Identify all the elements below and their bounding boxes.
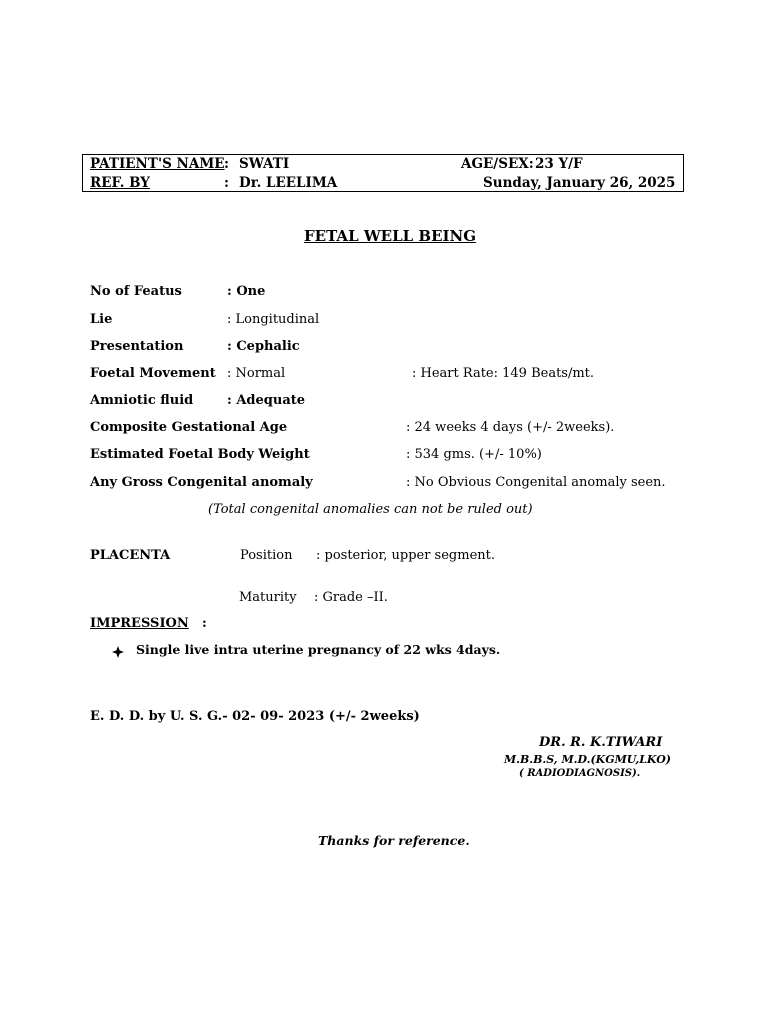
gestational-age-label: Composite Gestational Age bbox=[90, 420, 288, 435]
gestational-age-value: : 24 weeks 4 days (+/- 2weeks). bbox=[406, 420, 615, 435]
edd-line: E. D. D. by U. S. G.- 02- 09- 2023 (+/- 2weeks) bbox=[90, 709, 420, 724]
patient-name-label: PATIENT'S NAME bbox=[90, 156, 225, 172]
congenital-anomaly-note: (Total congenital anomalies can not be ruled out) bbox=[208, 502, 533, 517]
body-weight-value: : 534 gms. (+/- 10%) bbox=[406, 447, 542, 462]
doctor-specialty: ( RADIODIAGNOSIS). bbox=[519, 768, 641, 779]
referred-by-separator: : bbox=[224, 175, 229, 191]
presentation-label: Presentation bbox=[90, 339, 184, 354]
doctor-name: DR. R. K.TIWARI bbox=[539, 735, 663, 750]
placenta-label: PLACENTA bbox=[90, 548, 171, 563]
impression-separator: : bbox=[202, 616, 207, 631]
age-sex-label: AGE/SEX: bbox=[461, 156, 534, 172]
diamond-bullet-icon bbox=[112, 643, 124, 662]
heart-rate: : Heart Rate: 149 Beats/mt. bbox=[412, 366, 595, 381]
patient-name-value: SWATI bbox=[239, 156, 290, 172]
impression-label: IMPRESSION bbox=[90, 616, 189, 631]
placenta-maturity-value: : Grade –II. bbox=[314, 590, 388, 605]
doctor-qualification: M.B.B.S, M.D.(KGMU,LKO) bbox=[504, 753, 671, 766]
presentation-value: : Cephalic bbox=[227, 339, 300, 354]
referred-by-label: REF. BY bbox=[90, 175, 150, 191]
congenital-anomaly-label: Any Gross Congenital anomaly bbox=[90, 475, 313, 490]
patient-name-separator: : bbox=[224, 156, 229, 172]
age-sex-value: 23 Y/F bbox=[535, 156, 583, 172]
amniotic-fluid-value: : Adequate bbox=[227, 393, 306, 408]
no-of-featus-value: : One bbox=[227, 284, 266, 299]
placenta-maturity-label: Maturity bbox=[239, 590, 297, 605]
congenital-anomaly-value: : No Obvious Congenital anomaly seen. bbox=[406, 475, 666, 490]
body-weight-label: Estimated Foetal Body Weight bbox=[90, 447, 310, 462]
report-title: FETAL WELL BEING bbox=[304, 227, 477, 245]
foetal-movement-label: Foetal Movement bbox=[90, 366, 216, 381]
no-of-featus-label: No of Featus bbox=[90, 284, 182, 299]
referred-by-value: Dr. LEELIMA bbox=[239, 175, 338, 191]
placenta-position-value: : posterior, upper segment. bbox=[316, 548, 495, 563]
amniotic-fluid-label: Amniotic fluid bbox=[90, 393, 194, 408]
lie-value: : Longitudinal bbox=[227, 312, 320, 327]
report-date: Sunday, January 26, 2025 bbox=[483, 175, 676, 191]
placenta-position-label: Position bbox=[240, 548, 293, 563]
impression-item: Single live intra uterine pregnancy of 22 wks 4days. bbox=[136, 642, 501, 657]
foetal-movement-value: : Normal bbox=[227, 366, 286, 381]
lie-label: Lie bbox=[90, 312, 113, 327]
thanks-note: Thanks for reference. bbox=[318, 833, 470, 848]
